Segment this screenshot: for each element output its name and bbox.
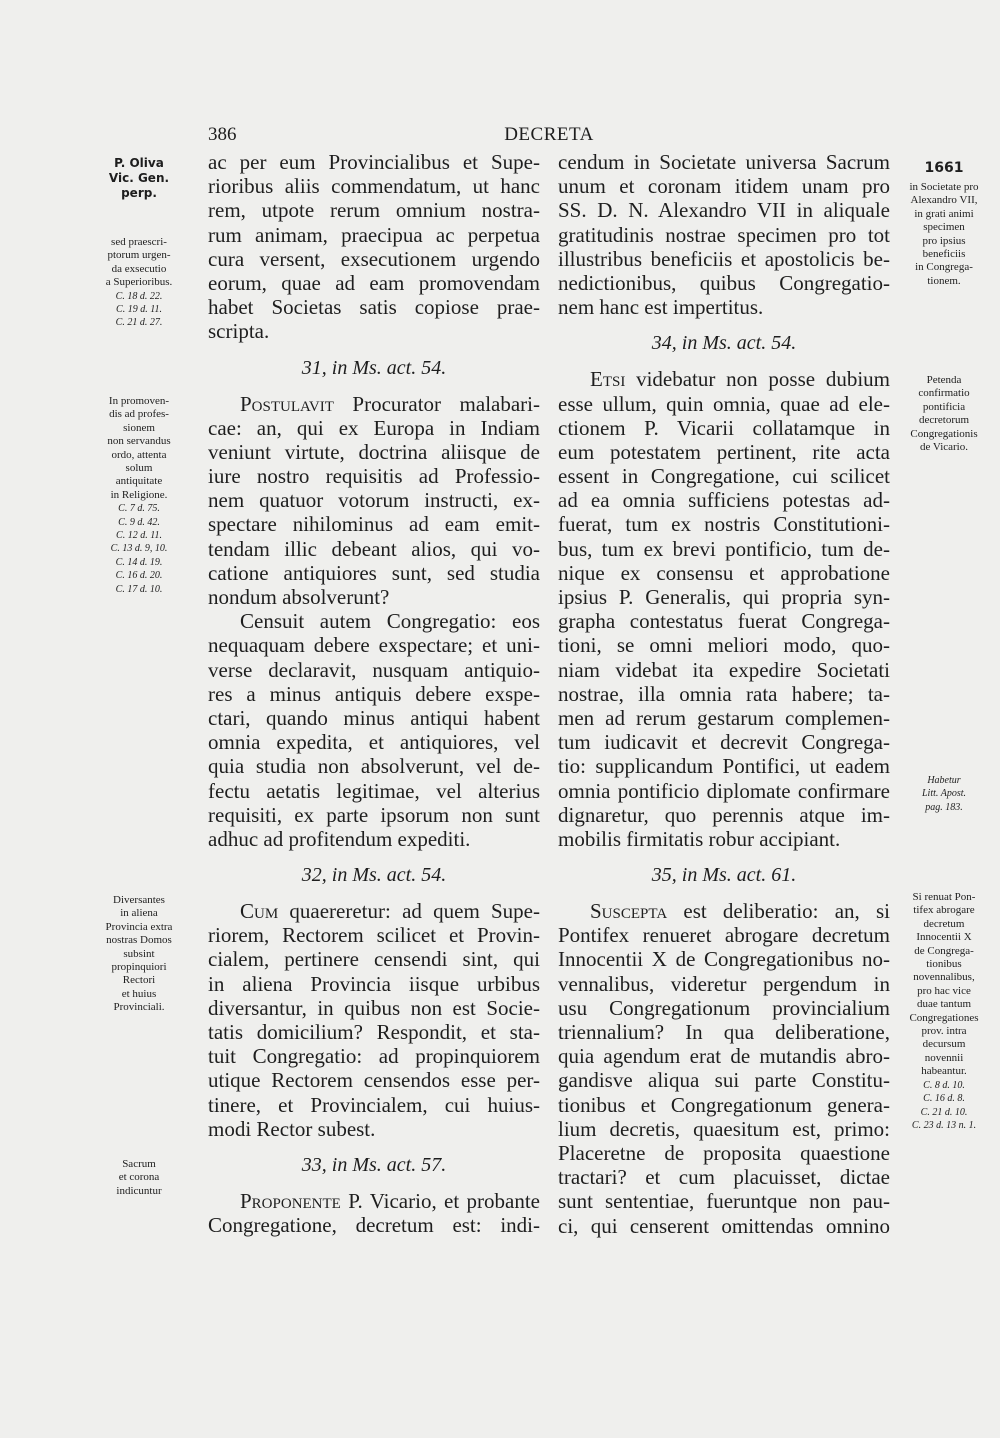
margin-line: in grati animi [914,207,974,220]
text-line: mobilis firmitatis robur accipiant. [558,826,841,851]
margin-line: Diversantes [113,894,165,906]
text-line: vennalibus, videretur pergendum in [558,971,890,996]
margin-line: pag. 183. [925,801,963,813]
text-line: SS. D. N. Alexandro VII in aliquale [558,198,890,223]
margin-ref: C. 14 d. 19. [115,556,163,568]
text-line: in aliena Provincia iisque urbibus [208,971,540,996]
text-column-right [558,150,890,1238]
text-line: unum et coronam itidem unam pro [558,174,890,199]
text-line: ad ea omnia sufficiens potestas ad- [558,488,890,513]
text-line: omnia pontificio diplomate confirmare [558,778,890,803]
margin-line: habeantur. [921,1065,967,1078]
text-line: ac per eum Provincialibus et Supe- [208,150,540,174]
margin-ref: C. 18 d. 22. [115,290,163,302]
text-line: Placeretne de proposita quaestione [558,1140,890,1165]
text-line: illustribus beneficiis et apostolicis be- [558,246,890,271]
text-line: nedictionibus, quibus Congregatio- [558,270,890,295]
margin-line: a Superioribus. [105,276,173,289]
margin-line: Provinciali. [113,1001,165,1014]
text-line: eum potestatem pertinent, rite acta [558,439,890,464]
margin-line: in Congrega- [915,261,973,274]
margin-note [900,181,988,288]
text-line [558,367,890,391]
text-line: habet Societas satis copiose prae- [208,295,540,320]
margin-line: confirmatio [918,387,970,400]
text-line: requisiti, ex parte ipsorum non sunt [208,802,540,827]
margin-line: Habetur [927,775,961,786]
text-line: diversantur, in quibus non est Socie- [208,995,540,1020]
margin-note [900,374,988,454]
margin-line: et huius [121,987,157,1000]
section-heading: 35, in Ms. act. 61. [651,864,797,887]
text-line [558,899,890,923]
text-line: veniunt virtute, doctrina aliisque de [208,439,540,464]
text-line: ctari, quando minus antiqui habent [208,705,540,730]
margin-line: pro hac vice [917,984,971,997]
margin-line: duae tantum [916,998,972,1011]
margin-line: tifex abrogare [913,904,975,917]
text-span: videbatur non posse dubium [625,367,890,392]
margin-line: novennalibus, [913,971,975,984]
text-line: tuit Congregatio: ad propinquiorem [208,1044,540,1069]
text-line: ci, qui censerent omittendas omnino [558,1213,890,1238]
text-line: riorem, Rectorem scilicet et Provin- [208,923,540,948]
text-line: iure nostro requisitis ad Professio- [208,464,540,489]
margin-ref: C. 17 d. 10. [115,583,163,595]
margin-line: solum [125,462,153,475]
margin-note [96,894,182,1015]
text-line: res a minus antiquis debere exspe- [208,681,540,706]
margin-note [900,774,988,814]
margin-ref: C. 21 d. 27. [115,317,163,329]
margin-line: sionem [123,421,155,434]
text-line: rioribus aliis commendatum, ut hanc [208,174,540,199]
text-line: ctionem P. Vicarii collatamque in [558,415,890,440]
text-line: omnia expedita, et antiquiores, vel [208,730,540,755]
text-line: Congregatione, decretum est: indi- [208,1213,540,1238]
margin-line: pro ipsius [922,234,966,247]
text-line [208,1189,540,1213]
margin-line: non servandus [107,435,171,448]
text-line: tatis domicilium? Respondit, et sta- [208,1020,540,1044]
section-heading: 34, in Ms. act. 54. [651,332,797,355]
margin-ref: C. 9 d. 42. [118,516,160,528]
margin-line: antiquitate [115,475,163,488]
margin-line: et corona [118,1171,160,1184]
margin-line: specimen [923,221,965,234]
margin-line: beneficiis [922,248,966,261]
margin-line: da exsecutio [111,262,167,275]
margin-line: sed praescri- [111,236,167,248]
margin-line: in Societate pro [909,181,979,193]
text-line: eorum, quae ad eam promovendam [208,270,540,295]
text-span: P. Vicario, et probante [340,1188,540,1213]
text-line: rem, utpote rerum omnium nostra- [208,198,540,223]
margin-line: Congregationis [910,427,978,440]
text-line: catione antiquiores sunt, sed studia [208,560,540,585]
initial-word: Proponente [240,1188,341,1213]
initial-word: Etsi [590,367,626,392]
text-line: usu Congregationum provincialium [558,995,890,1020]
running-head [208,124,890,150]
section-heading: 32, in Ms. act. 54. [301,864,447,887]
text-line: sunt sententiae, fueruntque non pau- [558,1189,890,1214]
margin-line: Sacrum [122,1158,156,1170]
margin-author [96,156,182,201]
text-span: quaereretur: ad quem Supe- [278,899,540,924]
text-line: cendum in Societate universa Sacrum [558,150,890,174]
text-line: adhuc ad profitendum expediti. [208,826,471,851]
margin-line: pontificia [922,400,966,413]
margin-line: Alexandro VII, [910,194,978,207]
text-line [208,392,540,416]
margin-ref: C. 12 d. 11. [116,530,162,542]
section-heading: 31, in Ms. act. 54. [301,356,447,379]
margin-line: ptorum urgen- [107,249,171,262]
margin-note [96,395,182,596]
margin-note [96,236,182,330]
margin-ref: C. 19 d. 11. [116,304,162,316]
margin-line: P. Oliva [114,156,164,170]
text-line: nique ex consensu et approbatione [558,560,890,585]
text-line: ipsius P. Generalis, qui propria syn- [558,585,890,609]
text-line: tio: supplicandum Pontifici, ut eadem [558,754,890,779]
margin-ref: C. 16 d. 20. [115,570,163,582]
text-column-left [208,150,540,1237]
margin-line: de Congrega- [914,944,974,957]
margin-line: Provincia extra [105,920,173,933]
text-line: rum animam, praecipua ac perpetua [208,222,540,247]
initial-word: Suscepta [590,899,668,924]
margin-line: Innocentii X [916,931,972,944]
text-line: scripta. [208,319,270,344]
text-line: nem quatuor votorum instructi, ex- [208,488,540,513]
margin-line: Congregationes [909,1011,979,1024]
text-line: tinere, et Provincialem, cui huius- [208,1092,540,1117]
margin-line: decretum [923,917,965,930]
margin-line: propinquiori [111,961,167,974]
margin-line: Vic. Gen. [108,171,170,185]
paragraph [208,392,540,610]
text-line [208,899,540,923]
margin-ref: C. 7 d. 75. [118,503,160,515]
margin-line: tionem. [927,274,961,287]
text-line: cae: an, qui ex Europa in Indiam [208,415,540,440]
margin-line: subsint [123,947,155,960]
margin-line: dis ad profes- [109,408,169,421]
text-line: fuerat, tum ex nostris Constitutioni- [558,512,890,537]
text-span: Procurator malabari- [333,391,540,416]
paragraph [558,367,890,851]
text-line: cialem, pertinere censendi sint, qui [208,947,540,972]
margin-line: de Vicario. [919,441,968,454]
text-line: verse declaravit, nusquam antiquio- [208,657,540,682]
section-heading: 33, in Ms. act. 57. [301,1153,447,1176]
margin-ref: C. 13 d. 9, 10. [110,543,168,555]
margin-ref: C. 8 d. 10. [923,1079,965,1091]
text-line: grapha contestatus fuerat Congrega- [558,609,890,634]
paragraph [558,150,890,319]
text-line: gratitudinis nostrae specimen pro tot [558,222,890,247]
margin-note [900,891,988,1132]
text-line: nondum absolverunt? [208,585,390,609]
text-line: cura versent, exsecutionem urgendo [208,246,540,271]
text-line: nequaquam debere exspectare; et uni- [208,633,540,658]
text-line: tractari? et cum placuisset, dictae [558,1165,890,1190]
margin-line: decursum [922,1038,966,1051]
margin-line: novennii [924,1051,964,1064]
margin-ref: C. 16 d. 8. [923,1093,965,1105]
margin-ref: C. 21 d. 10. [920,1106,968,1118]
paragraph [208,1189,540,1237]
margin-line: decretorum [918,414,970,427]
margin-line: In promoven- [108,395,170,407]
text-line: tendam illic debeant alios, qui vo- [208,536,540,561]
margin-line: Litt. Apost. [922,788,966,800]
text-line: spectare nihilominus ad eam emit- [208,512,540,537]
margin-line: Petenda [926,374,962,386]
margin-line: in Religione. [110,488,168,501]
text-line: modi Rector subest. [208,1116,376,1141]
paragraph [208,609,540,851]
margin-line: perp. [121,186,157,200]
margin-line: ordo, attenta [111,448,167,461]
text-line: esse ullum, quin omnia, quae ad ele- [558,391,890,416]
margin-line: Rectori [122,974,156,987]
margin-line: in aliena [120,907,158,920]
margin-year: 1661 [924,160,964,176]
text-line: Pontifex renueret abrogare decretum [558,923,890,948]
text-line: tioni, se omni meliori modo, quo- [558,633,890,658]
margin-line: tionibus [926,958,962,971]
text-line: quia studia non absolverunt, vel de- [208,754,540,779]
text-line: gandisve aliqua sui parte Constitu- [558,1068,890,1093]
text-line: lium decretis, quaesitum est, primo: [558,1116,890,1141]
text-line: tionibus et Congregationum genera- [558,1092,890,1117]
text-line: essent in Congregatione, cui scilicet [558,464,890,489]
text-line: triennalium? In qua deliberatione, [558,1020,890,1044]
paragraph [558,899,890,1238]
margin-line: prov. intra [921,1025,967,1038]
initial-word: Postulavit [240,391,334,416]
initial-word: Cum [240,899,279,924]
margin-line: indicuntur [116,1184,162,1197]
text-line: bus, tum ex brevi pontificio, tum de- [558,536,890,561]
paragraph [208,150,540,344]
page-number: 386 [208,124,237,145]
margin-line: nostras Domos [106,934,172,947]
text-line: dignaretur, quo perennis atque im- [558,802,890,827]
text-line: Innocentii X de Congregationibus no- [558,947,890,972]
margin-note [96,1158,182,1198]
text-line: niam videbat ita expedire Societati [558,657,890,682]
text-line: Censuit autem Congregatio: eos [240,609,540,634]
paragraph [208,899,540,1141]
text-line: men ad rerum gestarum complemen- [558,705,890,730]
text-line: tum iudicavit et decrevit Congrega- [558,730,890,755]
text-span: est deliberatio: an, si [667,899,890,924]
margin-ref: C. 23 d. 13 n. 1. [911,1119,977,1131]
text-line: utique Rectorem censendos esse per- [208,1068,540,1093]
text-line: quia agendum erat de mutandis abro- [558,1044,890,1069]
text-line: nostrae, illa omnia rata habere; ta- [558,681,890,706]
text-line: fectu aetatis legitimae, vel alterius [208,778,540,803]
text-line: nem hanc est impertitus. [558,295,764,320]
running-title: DECRETA [504,124,594,145]
margin-line: Si renuat Pon- [912,891,976,903]
